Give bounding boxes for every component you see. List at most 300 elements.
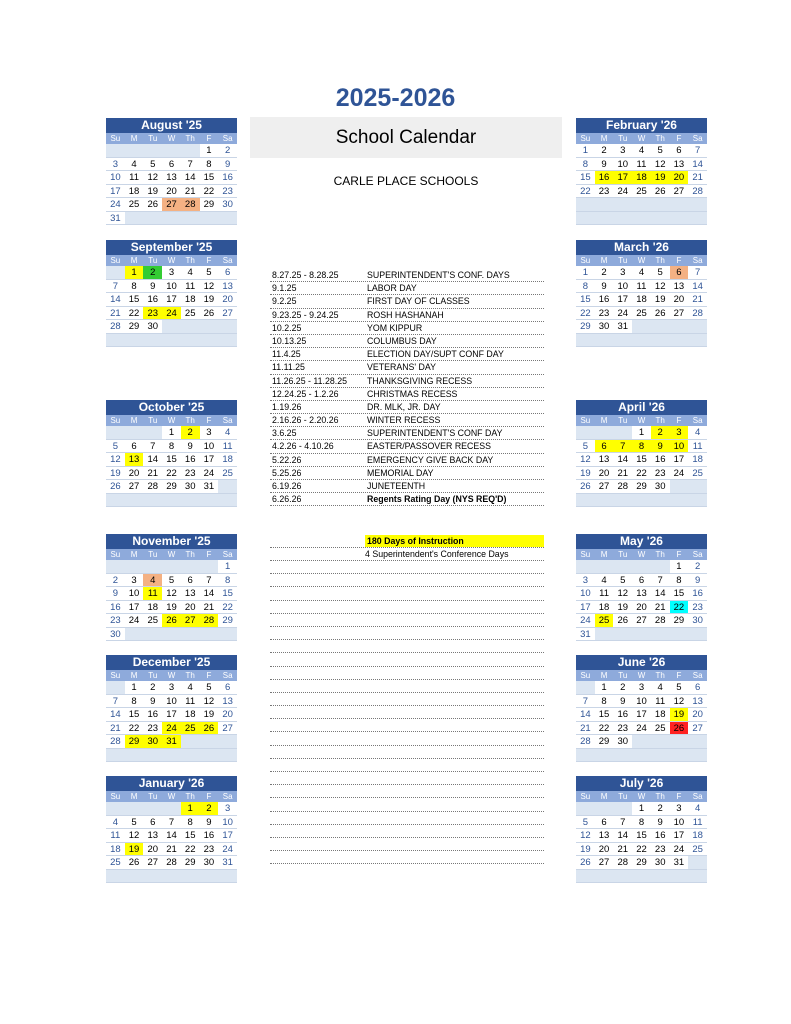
- day-cell: 2: [200, 802, 219, 816]
- event-date: 5.25.26: [272, 467, 302, 478]
- day-cell: 13: [218, 695, 237, 709]
- blank-line: [270, 653, 544, 666]
- day-cell: 13: [632, 587, 651, 601]
- event-label: THANKSGIVING RECESS: [367, 375, 473, 386]
- empty-day-cell: [200, 334, 219, 348]
- day-cell: 15: [670, 587, 689, 601]
- day-cell: 26: [576, 856, 595, 870]
- day-cell: 13: [143, 829, 162, 843]
- day-cell: 20: [218, 293, 237, 307]
- day-cell: 30: [595, 320, 614, 334]
- day-cell: 17: [670, 453, 689, 467]
- weekday-label: Sa: [222, 792, 233, 801]
- day-cell: 17: [670, 829, 689, 843]
- blank-line: [270, 574, 544, 587]
- empty-day-cell: [632, 870, 651, 884]
- empty-day-cell: [162, 749, 181, 763]
- day-cell: 19: [143, 185, 162, 199]
- day-cell: 10: [670, 816, 689, 830]
- day-cell: 9: [688, 574, 707, 588]
- blank-line: [270, 614, 544, 627]
- day-cell: 10: [125, 587, 144, 601]
- weekday-label: Su: [580, 671, 591, 680]
- day-cell: 18: [125, 185, 144, 199]
- day-cell: 30: [651, 856, 670, 870]
- weekday-label: F: [206, 671, 212, 680]
- empty-day-cell: [613, 426, 632, 440]
- day-cell: 27: [125, 480, 144, 494]
- day-cell: 12: [200, 695, 219, 709]
- day-cell: 5: [651, 266, 670, 280]
- day-cell: 4: [218, 426, 237, 440]
- day-cell: 3: [576, 574, 595, 588]
- empty-day-cell: [162, 870, 181, 884]
- empty-day-cell: [143, 334, 162, 348]
- day-cell: 5: [651, 144, 670, 158]
- weekday-label: Su: [580, 550, 591, 559]
- notes-list: [270, 535, 544, 561]
- month-title: February '26: [576, 118, 707, 133]
- event-label: SUPERINTENDENT'S CONF. DAYS: [367, 270, 510, 280]
- empty-day-cell: [106, 494, 125, 508]
- event-date: 9.1.25: [272, 283, 297, 294]
- empty-day-cell: [106, 144, 125, 158]
- day-cell: 9: [106, 587, 125, 601]
- day-cell: 23: [181, 467, 200, 481]
- day-cell: 10: [670, 440, 689, 454]
- day-cell: 6: [670, 266, 689, 280]
- weekday-label: M: [600, 134, 608, 143]
- empty-day-cell: [688, 735, 707, 749]
- day-cell: 5: [200, 266, 219, 280]
- day-cell: 1: [162, 426, 181, 440]
- day-cell: 20: [181, 601, 200, 615]
- month-title: March '26: [576, 240, 707, 255]
- event-row: [270, 388, 544, 401]
- empty-day-cell: [162, 560, 181, 574]
- blank-line: [270, 838, 544, 851]
- weekday-label: M: [130, 134, 138, 143]
- day-cell: 15: [181, 829, 200, 843]
- day-cell: 26: [651, 307, 670, 321]
- event-label: MEMORIAL DAY: [367, 467, 434, 478]
- day-cell: 22: [218, 601, 237, 615]
- day-cell: 30: [613, 735, 632, 749]
- day-cell: 14: [143, 453, 162, 467]
- day-cell: 29: [181, 856, 200, 870]
- day-cell: 25: [632, 307, 651, 321]
- empty-day-cell: [595, 870, 614, 884]
- calendar-title-box: [250, 117, 562, 158]
- day-cell: 3: [200, 426, 219, 440]
- day-cell: 3: [218, 802, 237, 816]
- empty-day-cell: [632, 320, 651, 334]
- day-cell: 27: [143, 856, 162, 870]
- day-cell: 30: [200, 856, 219, 870]
- day-cell: 3: [670, 426, 689, 440]
- day-cell: 17: [125, 601, 144, 615]
- day-cell: 28: [143, 480, 162, 494]
- day-cell: 21: [688, 293, 707, 307]
- day-cell: 18: [106, 843, 125, 857]
- day-cell: 25: [688, 467, 707, 481]
- day-cell: 5: [576, 440, 595, 454]
- day-cell: 22: [632, 843, 651, 857]
- empty-day-cell: [106, 426, 125, 440]
- day-cell: 8: [576, 280, 595, 294]
- empty-day-cell: [651, 870, 670, 884]
- day-cell: 11: [688, 816, 707, 830]
- event-date: 5.22.26: [272, 454, 302, 465]
- empty-day-cell: [200, 320, 219, 334]
- day-grid: [576, 560, 707, 641]
- empty-day-cell: [576, 494, 595, 508]
- weekday-label: Tu: [618, 792, 628, 801]
- day-cell: 24: [632, 722, 651, 736]
- day-cell: 6: [218, 681, 237, 695]
- day-cell: 13: [162, 171, 181, 185]
- day-cell: 24: [670, 843, 689, 857]
- day-cell: 7: [106, 280, 125, 294]
- empty-day-cell: [688, 212, 707, 226]
- day-cell: 30: [651, 480, 670, 494]
- event-date: 10.13.25: [272, 335, 307, 346]
- day-cell: 21: [200, 601, 219, 615]
- event-label: ELECTION DAY/SUPT CONF DAY: [367, 349, 504, 360]
- empty-day-cell: [595, 560, 614, 574]
- month-calendar: [576, 655, 707, 762]
- day-cell: 8: [200, 158, 219, 172]
- day-cell: 14: [613, 829, 632, 843]
- empty-day-cell: [125, 560, 144, 574]
- event-row: [270, 295, 544, 308]
- empty-day-cell: [162, 628, 181, 642]
- blank-line: [270, 772, 544, 785]
- day-cell: 25: [651, 722, 670, 736]
- day-cell: 14: [106, 293, 125, 307]
- empty-day-cell: [576, 198, 595, 212]
- day-cell: 5: [143, 158, 162, 172]
- day-cell: 15: [595, 708, 614, 722]
- empty-day-cell: [595, 426, 614, 440]
- weekday-label: Tu: [618, 671, 628, 680]
- day-cell: 23: [106, 614, 125, 628]
- day-cell: 1: [125, 266, 144, 280]
- day-cell: 19: [651, 293, 670, 307]
- weekday-label: Su: [110, 134, 121, 143]
- day-cell: 17: [106, 185, 125, 199]
- day-cell: 25: [688, 843, 707, 857]
- weekday-label: Su: [580, 792, 591, 801]
- event-label: WINTER RECESS: [367, 415, 441, 426]
- weekday-header: [576, 791, 707, 802]
- event-label: JUNETEENTH: [367, 481, 426, 491]
- weekday-header: [106, 255, 237, 266]
- day-cell: 23: [143, 307, 162, 321]
- day-cell: 4: [181, 681, 200, 695]
- day-cell: 4: [688, 802, 707, 816]
- day-cell: 28: [651, 614, 670, 628]
- empty-day-cell: [162, 802, 181, 816]
- day-cell: 27: [162, 198, 181, 212]
- event-label: LABOR DAY: [367, 283, 417, 294]
- day-cell: 15: [200, 171, 219, 185]
- event-label: EASTER/PASSOVER RECESS: [367, 441, 492, 452]
- empty-day-cell: [688, 749, 707, 763]
- day-cell: 11: [143, 587, 162, 601]
- weekday-header: [106, 791, 237, 802]
- weekday-label: Th: [655, 134, 665, 143]
- day-cell: 2: [143, 681, 162, 695]
- day-cell: 16: [143, 293, 162, 307]
- empty-day-cell: [218, 628, 237, 642]
- weekday-label: Su: [110, 792, 121, 801]
- event-row: [270, 467, 544, 480]
- day-cell: 8: [595, 695, 614, 709]
- weekday-label: M: [600, 256, 608, 265]
- blank-line: [270, 587, 544, 600]
- empty-day-cell: [595, 212, 614, 226]
- day-cell: 25: [595, 614, 614, 628]
- event-date: 6.19.26: [272, 481, 302, 491]
- day-grid: [106, 266, 237, 347]
- weekday-label: F: [676, 671, 682, 680]
- event-row: [270, 454, 544, 467]
- weekday-label: Su: [110, 671, 121, 680]
- empty-day-cell: [632, 212, 651, 226]
- weekday-label: W: [637, 671, 646, 680]
- day-cell: 8: [576, 158, 595, 172]
- blank-line: [270, 759, 544, 772]
- day-cell: 12: [200, 280, 219, 294]
- day-cell: 9: [200, 816, 219, 830]
- day-cell: 8: [125, 695, 144, 709]
- day-cell: 19: [576, 467, 595, 481]
- day-cell: 6: [162, 158, 181, 172]
- blank-line: [270, 732, 544, 745]
- day-cell: 19: [162, 601, 181, 615]
- event-date: 9.23.25 - 9.24.25: [272, 309, 339, 320]
- weekday-header: [106, 670, 237, 681]
- month-title: June '26: [576, 655, 707, 670]
- event-date: 9.2.25: [272, 296, 297, 307]
- day-cell: 3: [125, 574, 144, 588]
- day-cell: 8: [670, 574, 689, 588]
- empty-day-cell: [632, 560, 651, 574]
- event-row: [270, 361, 544, 374]
- empty-day-cell: [688, 856, 707, 870]
- day-cell: 12: [162, 587, 181, 601]
- day-cell: 4: [125, 158, 144, 172]
- day-cell: 20: [632, 601, 651, 615]
- day-cell: 17: [632, 708, 651, 722]
- day-cell: 11: [106, 829, 125, 843]
- empty-day-cell: [576, 870, 595, 884]
- weekday-label: Sa: [222, 134, 233, 143]
- weekday-label: Su: [580, 256, 591, 265]
- day-cell: 18: [181, 708, 200, 722]
- day-cell: 13: [125, 453, 144, 467]
- empty-day-cell: [106, 266, 125, 280]
- day-cell: 5: [576, 816, 595, 830]
- day-cell: 16: [181, 453, 200, 467]
- weekday-label: M: [130, 550, 138, 559]
- day-cell: 16: [688, 587, 707, 601]
- day-cell: 13: [688, 695, 707, 709]
- day-cell: 31: [613, 320, 632, 334]
- weekday-header: [576, 133, 707, 144]
- empty-day-cell: [613, 334, 632, 348]
- day-cell: 24: [218, 843, 237, 857]
- day-cell: 14: [688, 158, 707, 172]
- day-cell: 18: [632, 171, 651, 185]
- month-calendar: [106, 534, 237, 641]
- day-cell: 21: [181, 185, 200, 199]
- empty-day-cell: [106, 334, 125, 348]
- weekday-label: F: [676, 134, 682, 143]
- event-row: [270, 282, 544, 295]
- day-cell: 15: [218, 587, 237, 601]
- day-cell: 20: [218, 708, 237, 722]
- day-cell: 29: [632, 480, 651, 494]
- day-cell: 12: [576, 453, 595, 467]
- empty-day-cell: [143, 628, 162, 642]
- day-cell: 14: [613, 453, 632, 467]
- empty-day-cell: [688, 198, 707, 212]
- weekday-label: Th: [655, 256, 665, 265]
- blank-line: [270, 798, 544, 811]
- day-grid: [106, 681, 237, 762]
- month-title: December '25: [106, 655, 237, 670]
- empty-day-cell: [670, 749, 689, 763]
- day-cell: 11: [218, 440, 237, 454]
- month-title: September '25: [106, 240, 237, 255]
- empty-day-cell: [613, 802, 632, 816]
- day-cell: 27: [181, 614, 200, 628]
- day-cell: 1: [218, 560, 237, 574]
- day-cell: 5: [106, 440, 125, 454]
- empty-day-cell: [688, 494, 707, 508]
- event-label: EMERGENCY GIVE BACK DAY: [367, 454, 494, 465]
- day-cell: 20: [162, 185, 181, 199]
- weekday-label: W: [637, 134, 646, 143]
- day-cell: 12: [143, 171, 162, 185]
- month-title: August '25: [106, 118, 237, 133]
- weekday-label: F: [676, 550, 682, 559]
- empty-day-cell: [632, 735, 651, 749]
- empty-day-cell: [688, 334, 707, 348]
- empty-day-cell: [143, 426, 162, 440]
- weekday-label: Su: [110, 256, 121, 265]
- month-title: May '26: [576, 534, 707, 549]
- blank-line: [270, 640, 544, 653]
- day-cell: 28: [688, 185, 707, 199]
- empty-day-cell: [181, 334, 200, 348]
- day-cell: 3: [162, 681, 181, 695]
- day-cell: 7: [651, 574, 670, 588]
- empty-day-cell: [632, 198, 651, 212]
- day-cell: 12: [651, 280, 670, 294]
- day-cell: 17: [576, 601, 595, 615]
- empty-day-cell: [613, 628, 632, 642]
- event-list: [270, 269, 544, 506]
- day-cell: 7: [613, 816, 632, 830]
- day-grid: [106, 802, 237, 883]
- empty-day-cell: [181, 144, 200, 158]
- weekday-label: Th: [185, 416, 195, 425]
- month-title: January '26: [106, 776, 237, 791]
- empty-day-cell: [576, 802, 595, 816]
- day-cell: 15: [125, 708, 144, 722]
- empty-day-cell: [181, 735, 200, 749]
- empty-day-cell: [218, 480, 237, 494]
- day-cell: 25: [125, 198, 144, 212]
- weekday-label: Sa: [222, 550, 233, 559]
- day-cell: 16: [200, 829, 219, 843]
- day-cell: 26: [576, 480, 595, 494]
- weekday-label: Tu: [618, 256, 628, 265]
- weekday-label: W: [637, 256, 646, 265]
- day-cell: 6: [670, 144, 689, 158]
- day-cell: 5: [613, 574, 632, 588]
- day-cell: 21: [576, 722, 595, 736]
- blank-line: [270, 680, 544, 693]
- day-cell: 5: [200, 681, 219, 695]
- event-label: CHRISTMAS RECESS: [367, 388, 458, 399]
- day-cell: 24: [613, 185, 632, 199]
- day-cell: 28: [613, 480, 632, 494]
- day-cell: 24: [200, 467, 219, 481]
- day-cell: 20: [688, 708, 707, 722]
- weekday-label: Sa: [692, 671, 703, 680]
- weekday-label: Th: [185, 671, 195, 680]
- weekday-label: Tu: [148, 256, 158, 265]
- day-cell: 9: [613, 695, 632, 709]
- day-cell: 28: [162, 856, 181, 870]
- weekday-label: Tu: [618, 550, 628, 559]
- day-cell: 3: [613, 266, 632, 280]
- weekday-header: [106, 415, 237, 426]
- day-cell: 6: [595, 816, 614, 830]
- day-cell: 31: [576, 628, 595, 642]
- empty-day-cell: [125, 802, 144, 816]
- day-cell: 17: [218, 829, 237, 843]
- day-cell: 27: [595, 480, 614, 494]
- day-cell: 14: [576, 708, 595, 722]
- day-grid: [576, 144, 707, 225]
- day-cell: 29: [670, 614, 689, 628]
- day-cell: 3: [632, 681, 651, 695]
- event-label: SUPERINTENDENT'S CONF DAY: [367, 428, 503, 439]
- weekday-label: F: [206, 792, 212, 801]
- weekday-label: Th: [185, 792, 195, 801]
- day-cell: 23: [595, 307, 614, 321]
- day-cell: 14: [200, 587, 219, 601]
- day-cell: 13: [670, 158, 689, 172]
- day-cell: 24: [162, 722, 181, 736]
- empty-day-cell: [218, 212, 237, 226]
- day-cell: 8: [218, 574, 237, 588]
- day-cell: 26: [200, 307, 219, 321]
- day-cell: 22: [632, 467, 651, 481]
- day-cell: 23: [651, 467, 670, 481]
- weekday-header: [576, 670, 707, 681]
- blank-line: [270, 851, 544, 864]
- blank-line: [270, 825, 544, 838]
- day-cell: 16: [651, 453, 670, 467]
- empty-day-cell: [218, 320, 237, 334]
- empty-day-cell: [200, 628, 219, 642]
